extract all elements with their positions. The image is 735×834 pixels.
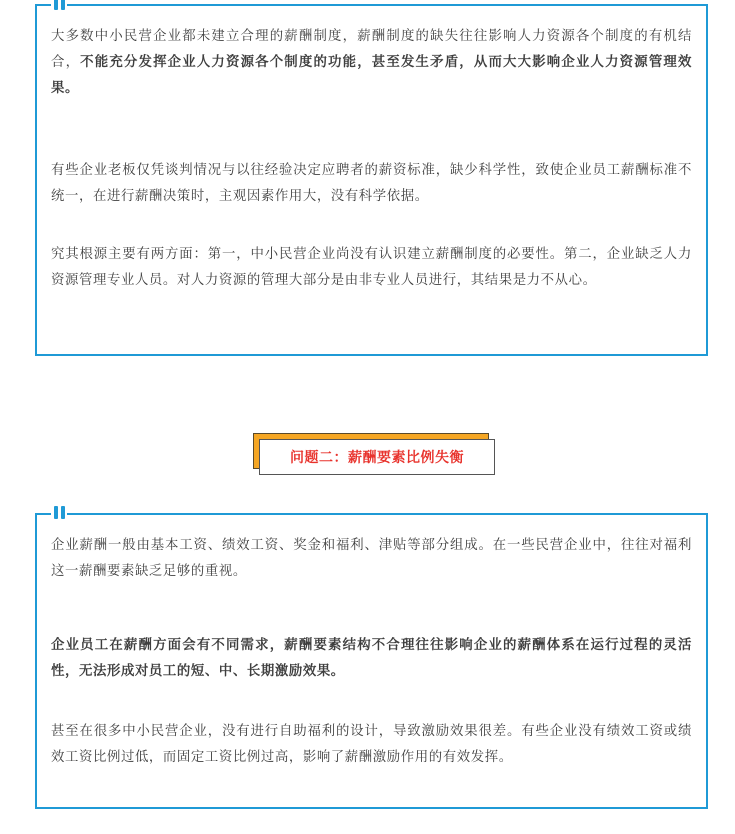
content-box-1 [35, 4, 708, 356]
quote-icon [51, 506, 67, 521]
paragraph-5 [51, 633, 692, 685]
paragraph-2: 有些企业老板仅凭谈判情况与以往经验决定应聘者的薪资标准，缺少科学性，致使企业员工薪酬标准不统一，在进行薪酬决策时，主观因素作用大，没有科学依据。 [51, 163, 692, 204]
paragraph-bold-text: 企业员工在薪酬方面会有不同需求，薪酬要素结构不合理往往影响企业的薪酬体系在运行过程的灵活性，无法形成对员工的短、中、长期激励效果。 [51, 638, 692, 679]
quote-icon [51, 0, 67, 12]
paragraph-6: 甚至在很多中小民营企业，没有进行自助福利的设计，导致激励效果很差。有些企业没有绩效工资或绩效工资比例过低，而固定工资比例过高，影响了薪酬激励作用的有效发挥。 [51, 724, 692, 765]
paragraph-1 [51, 24, 692, 102]
paragraph-text: 大多数中小民营企业都未建立合理的薪酬制度，薪酬制度的缺失往往影响人力资源各个制度的有机结合， [51, 29, 692, 70]
paragraph-bold-text: 不能充分发挥企业人力资源各个制度的功能，甚至发生矛盾，从而大大影响企业人力资源管理效果。 [51, 55, 692, 96]
content-box-2 [35, 513, 708, 809]
section-heading [253, 433, 495, 475]
paragraph-4: 企业薪酬一般由基本工资、绩效工资、奖金和福利、津贴等部分组成。在一些民营企业中，往往对福利这一薪酬要素缺乏足够的重视。 [51, 538, 692, 579]
heading-label: 问题二：薪酬要素比例失衡 [259, 439, 495, 475]
paragraph-3: 究其根源主要有两方面：第一，中小民营企业尚没有认识建立薪酬制度的必要性。第二，企业缺乏人力资源管理专业人员。对人力资源的管理大部分是由非专业人员进行，其结果是力不从心。 [51, 247, 692, 288]
